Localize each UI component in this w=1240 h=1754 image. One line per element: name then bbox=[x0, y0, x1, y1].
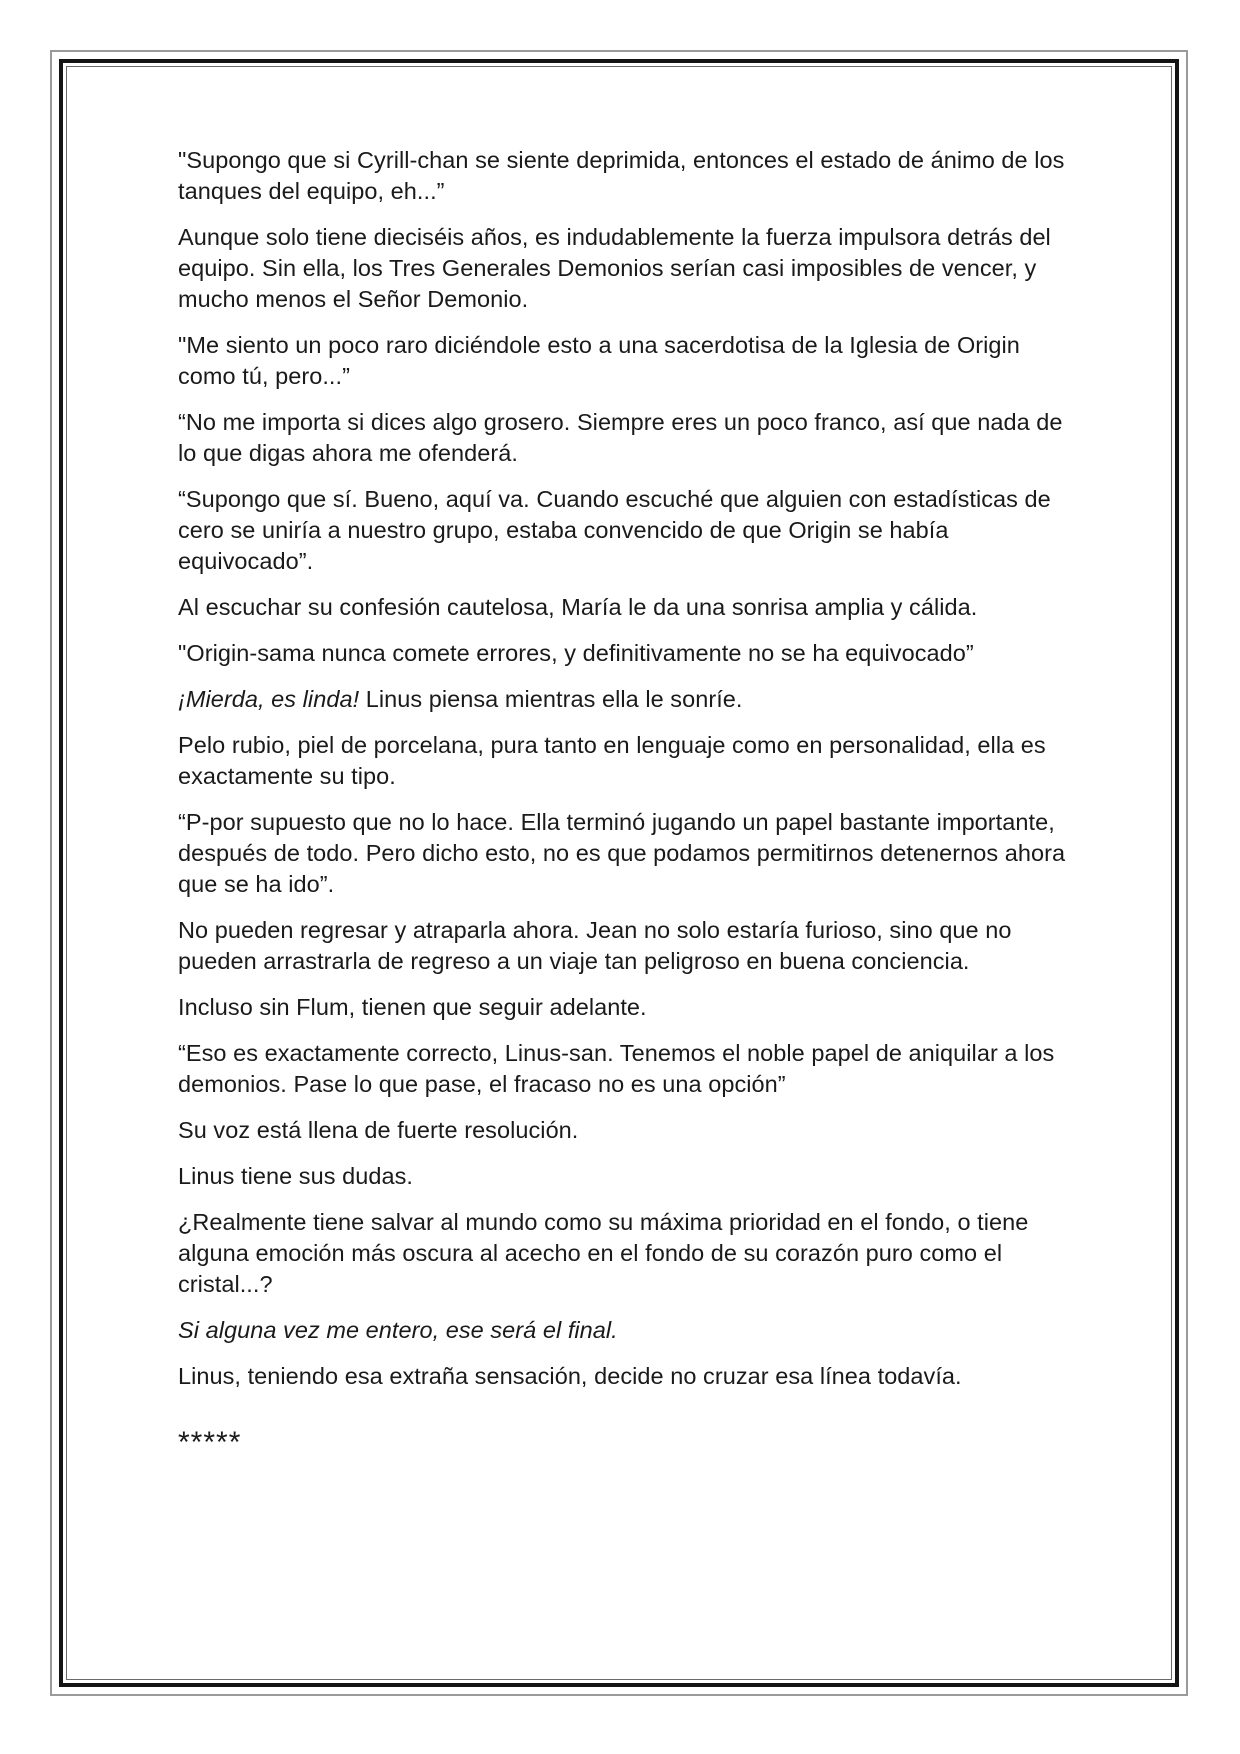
paragraph: “No me importa si dices algo grosero. Siempre eres un poco franco, así que nada de lo que digas ahora me ofenderá. bbox=[178, 409, 1063, 466]
paragraph: "Origin-sama nunca comete errores, y definitivamente no se ha equivocado” bbox=[178, 640, 974, 666]
paragraph: Linus tiene sus dudas. bbox=[178, 1163, 413, 1189]
paragraph: “P-por supuesto que no lo hace. Ella terminó jugando un papel bastante importante, después de todo. Pero dicho esto, no es que podamos permitirnos detenernos ahora que se ha ido”. bbox=[178, 809, 1066, 897]
thought-rest: Linus piensa mientras ella le sonríe. bbox=[359, 686, 743, 712]
paragraph: "Supongo que si Cyrill-chan se siente deprimida, entonces el estado de ánimo de los tanques del equipo, eh...” bbox=[178, 147, 1065, 204]
thought-paragraph bbox=[178, 684, 1078, 715]
thought-italic: ¡Mierda, es linda! bbox=[178, 686, 360, 712]
paragraph: Linus, teniendo esa extraña sensación, decide no cruzar esa línea todavía. bbox=[178, 1363, 962, 1389]
paragraph: No pueden regresar y atraparla ahora. Jean no solo estaría furioso, sino que no pueden arrastrarla de regreso a un viaje tan peligroso en buena conciencia. bbox=[178, 917, 1012, 974]
paragraph: "Me siento un poco raro diciéndole esto a una sacerdotisa de la Iglesia de Origin como tú, pero...” bbox=[178, 332, 1020, 389]
paragraph: Pelo rubio, piel de porcelana, pura tanto en lenguaje como en personalidad, ella es exactamente su tipo. bbox=[178, 732, 1046, 789]
paragraph: “Supongo que sí. Bueno, aquí va. Cuando escuché que alguien con estadísticas de cero se uniría a nuestro grupo, estaba convencido de que Origin se había equivocado”. bbox=[178, 486, 1051, 574]
paragraph: Incluso sin Flum, tienen que seguir adelante. bbox=[178, 994, 647, 1020]
paragraph: Al escuchar su confesión cautelosa, María le da una sonrisa amplia y cálida. bbox=[178, 594, 978, 620]
page-body bbox=[178, 145, 1078, 1458]
paragraph: Aunque solo tiene dieciséis años, es indudablemente la fuerza impulsora detrás del equipo. Sin ella, los Tres Generales Demonios serían casi imposibles de vencer, y mucho menos el Señor Demonio. bbox=[178, 224, 1051, 312]
italic-paragraph: Si alguna vez me entero, ese será el final. bbox=[178, 1317, 618, 1343]
paragraph: ¿Realmente tiene salvar al mundo como su máxima prioridad en el fondo, o tiene alguna emoción más oscura al acecho en el fondo de su corazón puro como el cristal...? bbox=[178, 1209, 1029, 1297]
paragraph: Su voz está llena de fuerte resolución. bbox=[178, 1117, 579, 1143]
scene-separator: ***** bbox=[178, 1426, 242, 1459]
paragraph: “Eso es exactamente correcto, Linus-san. Tenemos el noble papel de aniquilar a los demonios. Pase lo que pase, el fracaso no es una opción” bbox=[178, 1040, 1055, 1097]
